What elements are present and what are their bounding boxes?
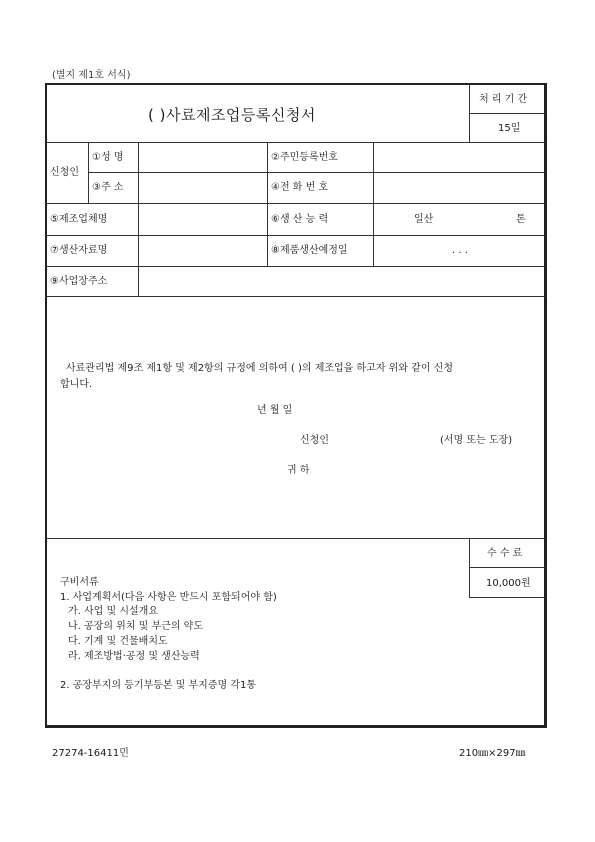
date-line: 년 월 일 <box>257 405 293 416</box>
fee-box-left <box>469 538 470 598</box>
applicant-group-label: 신청인 <box>50 167 79 178</box>
col-line <box>88 142 89 203</box>
capacity-label: ⑥생 산 능 력 <box>271 214 329 225</box>
document-item-1b: 나. 공장의 위치 및 부근의 약도 <box>68 621 203 632</box>
statement-line-1: 사료관리법 제9조 제1항 및 제2항의 규정에 의하여 ( )의 제조업을 하고자 위와 같이 신청 <box>66 363 453 374</box>
form-title: ( )사료제조업등록신청서 <box>148 106 316 124</box>
processing-period-value: 15일 <box>498 123 521 134</box>
row-line <box>46 235 546 236</box>
fee-label: 수 수 료 <box>487 548 523 559</box>
form-code: 27274-16411민 <box>52 748 129 759</box>
site-address-label: ⑨사업장주소 <box>50 276 108 287</box>
row-line <box>88 172 546 173</box>
signature-hint: (서명 또는 도장) <box>440 435 513 446</box>
form-caption: (별지 제1호 서식) <box>52 70 131 81</box>
fee-value: 10,000원 <box>486 578 531 589</box>
applicant-sign-label: 신청인 <box>300 435 329 446</box>
address-label: ③주 소 <box>92 182 124 193</box>
fee-box-bottom <box>469 597 546 598</box>
fee-box-mid <box>469 567 546 568</box>
addressee: 귀 하 <box>287 465 310 476</box>
row-line <box>46 538 546 539</box>
documents-heading: 구비서류 <box>60 577 99 588</box>
document-item-1: 1. 사업계획서(다음 사항은 반드시 포함되어야 함) <box>60 592 277 603</box>
company-name-label: ⑤제조업체명 <box>50 214 108 225</box>
name-label: ①성 명 <box>92 152 124 163</box>
document-item-2: 2. 공장부지의 등기부등본 및 부지증명 각1통 <box>60 680 257 691</box>
document-item-1d: 라. 제조방법·공정 및 생산능력 <box>68 651 200 662</box>
capacity-unit: 톤 <box>516 214 526 225</box>
paper-size: 210㎜×297㎜ <box>459 748 526 759</box>
col-line <box>373 142 374 266</box>
row-line <box>46 142 546 143</box>
feed-name-label: ⑦생산자료명 <box>50 245 108 256</box>
row-line <box>46 296 546 297</box>
statement-line-2: 합니다. <box>60 379 93 390</box>
phone-label: ④전 화 번 호 <box>271 182 329 193</box>
planned-date-value: . . . <box>452 245 468 256</box>
col-line <box>138 142 139 296</box>
row-line <box>46 266 546 267</box>
divider <box>469 113 546 114</box>
resident-id-label: ②주민등록번호 <box>271 152 338 163</box>
document-item-1a: 가. 사업 및 시설개요 <box>68 606 158 617</box>
row-line <box>46 203 546 204</box>
capacity-daily: 일산 <box>414 214 434 225</box>
processing-period-label: 처 리 기 간 <box>479 94 528 105</box>
col-line <box>267 142 268 266</box>
document-item-1c: 다. 기계 및 건물배치도 <box>68 636 168 647</box>
planned-date-label: ⑧제품생산예정일 <box>271 245 348 256</box>
